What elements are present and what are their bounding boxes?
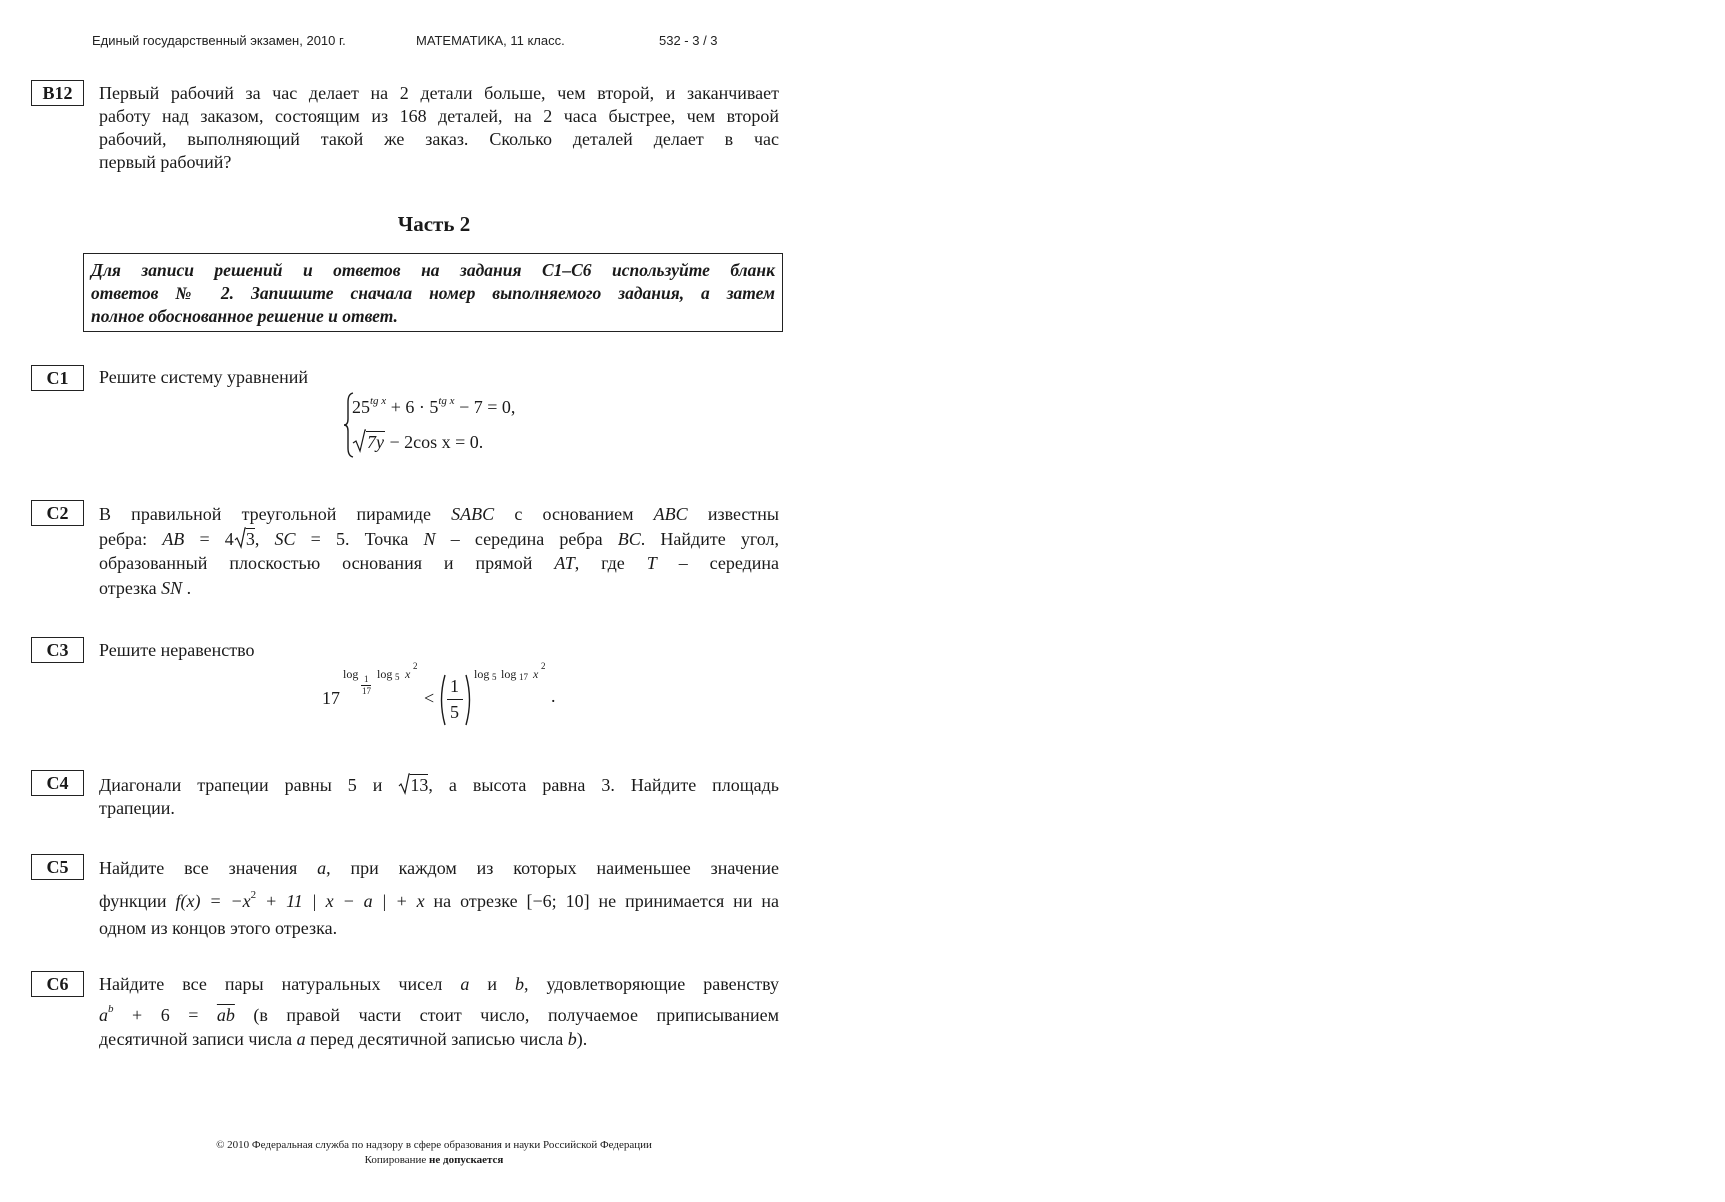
c2-math: ABC bbox=[653, 504, 688, 524]
c3-left-paren bbox=[437, 674, 447, 726]
task-c6-text bbox=[99, 972, 779, 1052]
c2-text: – середина ребра bbox=[450, 528, 603, 549]
c3-log-left-den: 17 bbox=[362, 686, 371, 696]
c2-math: SABC bbox=[451, 504, 495, 524]
c2-text: = 5. Точка bbox=[295, 528, 409, 549]
task-label-c6: C6 bbox=[31, 971, 84, 997]
c2-line-4 bbox=[99, 576, 779, 601]
c6-overlined-ab: $\overline{ab}$ bbox=[216, 1004, 235, 1025]
c3-x-left: x bbox=[405, 667, 411, 681]
task-c4-text bbox=[99, 773, 779, 820]
c5-line-2 bbox=[99, 882, 779, 915]
instruction-box bbox=[83, 253, 783, 332]
c6-math: a bbox=[99, 1004, 108, 1025]
c2-text: . bbox=[186, 577, 192, 598]
c2-math: SN bbox=[161, 577, 183, 598]
c3-log17-right-sub: 17 bbox=[519, 672, 528, 682]
c3-log-left-num: 1 bbox=[364, 674, 369, 684]
b12-line-4: первый рабочий? bbox=[99, 152, 232, 172]
c2-text: = 4 bbox=[184, 528, 234, 549]
c6-text: Найдите все пары натуральных чисел bbox=[99, 974, 443, 994]
c3-log-frac-bar bbox=[361, 685, 371, 686]
c6-math: a bbox=[460, 974, 470, 994]
c6-text: , удовлетворяющие равенству bbox=[524, 974, 780, 994]
c1-eq1-exp2: tg x bbox=[438, 395, 455, 407]
c1-sqrt-sign bbox=[352, 429, 366, 453]
c5-line-3: одном из концов этого отрезка. bbox=[99, 918, 338, 938]
b12-line-1: Первый рабочий за час делает на 2 детали больше, чем второй, и заканчивает bbox=[99, 83, 779, 103]
c6-text: десятичной записи числа bbox=[99, 1029, 293, 1049]
c3-log5-right-sub: 5 bbox=[492, 672, 497, 682]
c6-line-3 bbox=[99, 1027, 779, 1052]
c6-line-1 bbox=[99, 972, 779, 997]
c1-eq1-tail: − 7 = 0, bbox=[454, 397, 516, 417]
c3-log5-right: log bbox=[474, 667, 490, 681]
c6-line-2 bbox=[99, 997, 779, 1028]
c3-log5-left: log bbox=[377, 667, 393, 681]
c6-text: ). bbox=[576, 1029, 588, 1049]
c3-x-right: x bbox=[533, 667, 539, 681]
task-label-c2: C2 bbox=[31, 500, 84, 526]
c6-text: (в правой части стоит число, получаемое приписыванием bbox=[253, 1004, 779, 1025]
c4-line-2: трапеции. bbox=[99, 798, 175, 818]
c1-eq1-mid: + 6 · 5 bbox=[386, 397, 439, 417]
part-title: Часть 2 bbox=[397, 212, 471, 236]
c2-math: N bbox=[423, 528, 436, 549]
c2-text: ребра: bbox=[99, 528, 148, 549]
footer-copy-label: Копирование bbox=[364, 1154, 427, 1166]
c1-eq1-base: 25 bbox=[352, 397, 370, 417]
c2-math: SC bbox=[274, 528, 296, 549]
c2-text: известны bbox=[707, 504, 780, 524]
task-c5-text bbox=[99, 855, 779, 942]
c3-base: 17 bbox=[322, 688, 340, 708]
c6-text: перед десятичной записью числа bbox=[310, 1029, 564, 1049]
c2-math: AB bbox=[162, 528, 185, 549]
task-label-b12: B12 bbox=[31, 80, 84, 106]
task-b12-text bbox=[99, 82, 779, 174]
c6-text: + 6 = bbox=[113, 1004, 217, 1025]
page-footer bbox=[0, 1138, 868, 1168]
c2-math: T bbox=[646, 553, 657, 573]
c2-line-1 bbox=[99, 502, 779, 527]
header-exam: Единый государственный экзамен, 2010 г. bbox=[92, 33, 346, 48]
c6-text: и bbox=[487, 974, 498, 994]
c3-frac-den: 5 bbox=[450, 702, 459, 722]
c2-text: отрезка bbox=[99, 577, 157, 598]
c2-line-3 bbox=[99, 551, 779, 576]
task-c3-text: Решите неравенство bbox=[99, 640, 255, 660]
task-label-c1: C1 bbox=[31, 365, 84, 391]
c6-math: b bbox=[567, 1029, 577, 1049]
header-page: 532 - 3 / 3 bbox=[659, 33, 718, 48]
task-label-c5: C5 bbox=[31, 854, 84, 880]
c5-exponent: 2 bbox=[250, 889, 257, 901]
footer-copyright: © 2010 Федеральная служба по надзору в сфере образования и науки Российской Федерации bbox=[216, 1139, 652, 1151]
c4-line-1 bbox=[99, 773, 779, 797]
c4-radicand: 13 bbox=[410, 775, 429, 795]
c5-math: a bbox=[317, 858, 327, 878]
c2-text: В правильной треугольной пирамиде bbox=[99, 504, 431, 524]
task-label-c3: C3 bbox=[31, 637, 84, 663]
c5-text: функции bbox=[99, 891, 167, 911]
c5-math: f(x) = −x bbox=[175, 891, 251, 911]
c5-text: на отрезке [−6; 10] не принимается ни на bbox=[433, 891, 780, 911]
c1-radicand: 7y bbox=[367, 432, 384, 452]
c5-text: Найдите все значения bbox=[99, 858, 298, 878]
c5-text: , при каждом из которых наименьшее значение bbox=[326, 858, 779, 878]
c2-text: , bbox=[254, 528, 260, 549]
c3-frac-bar bbox=[447, 699, 463, 700]
c2-text: , где bbox=[574, 553, 625, 573]
b12-line-2: работу над заказом, состоящим из 168 деталей, на 2 часа быстрее, чем второй bbox=[99, 106, 779, 126]
c3-log17-right: log bbox=[501, 667, 517, 681]
c5-math: + 11 | x − a | + x bbox=[256, 891, 425, 911]
c4-text: , а высота равна 3. Найдите площадь bbox=[428, 775, 780, 795]
c1-eq2-tail: − 2cos x = 0. bbox=[385, 432, 484, 452]
instruction-line-3: полное обоснованное решение и ответ. bbox=[91, 306, 398, 326]
c1-eq1-exp1: tg x bbox=[370, 395, 387, 407]
c3-inequality bbox=[320, 662, 560, 732]
c1-equation-2 bbox=[352, 429, 483, 453]
footer-copy-notice bbox=[0, 1153, 868, 1168]
c3-less-than: < bbox=[424, 688, 435, 708]
c4-sqrt-sign bbox=[398, 773, 410, 795]
c1-system bbox=[343, 391, 543, 459]
c6-exponent: b bbox=[108, 1002, 114, 1015]
c2-math: AT bbox=[554, 553, 575, 573]
c2-math: BC bbox=[617, 528, 641, 549]
c4-text: Диагонали трапеции равны 5 и bbox=[99, 775, 383, 795]
task-c1-text: Решите систему уравнений bbox=[99, 367, 308, 387]
c2-text: – середина bbox=[678, 553, 779, 573]
c3-sq-right: 2 bbox=[541, 661, 546, 671]
c3-frac-num: 1 bbox=[450, 676, 459, 696]
c6-math: b bbox=[515, 974, 525, 994]
c2-sqrt-sign bbox=[234, 527, 246, 549]
instruction-line-1: Для записи решений и ответов на задания C1–C6 используйте бланк bbox=[91, 260, 775, 280]
c6-math: a bbox=[296, 1029, 306, 1049]
c3-sq-left: 2 bbox=[413, 661, 418, 671]
c1-equation-1 bbox=[352, 395, 515, 418]
footer-copy-forbidden: не допускается bbox=[429, 1154, 504, 1166]
instruction-line-2: ответов № 2. Запишите сначала номер выполняемого задания, а затем bbox=[91, 283, 775, 303]
c2-text: образованный плоскостью основания и прямой bbox=[99, 553, 533, 573]
c2-line-2 bbox=[99, 527, 779, 552]
task-c2-text bbox=[99, 502, 779, 600]
task-label-c4: C4 bbox=[31, 770, 84, 796]
c2-text: с основанием bbox=[514, 504, 634, 524]
c2-radicand: 3 bbox=[245, 528, 255, 549]
c3-end-dot: . bbox=[551, 686, 556, 706]
c3-log-left: log bbox=[343, 667, 359, 681]
c2-text: . Найдите угол, bbox=[640, 528, 780, 549]
c3-right-paren bbox=[464, 674, 474, 726]
header-subject: МАТЕМАТИКА, 11 класс. bbox=[416, 33, 565, 48]
b12-line-3: рабочий, выполняющий такой же заказ. Сколько деталей делает в час bbox=[99, 129, 779, 149]
c5-line-1 bbox=[99, 855, 779, 882]
c3-log5-left-sub: 5 bbox=[395, 672, 400, 682]
